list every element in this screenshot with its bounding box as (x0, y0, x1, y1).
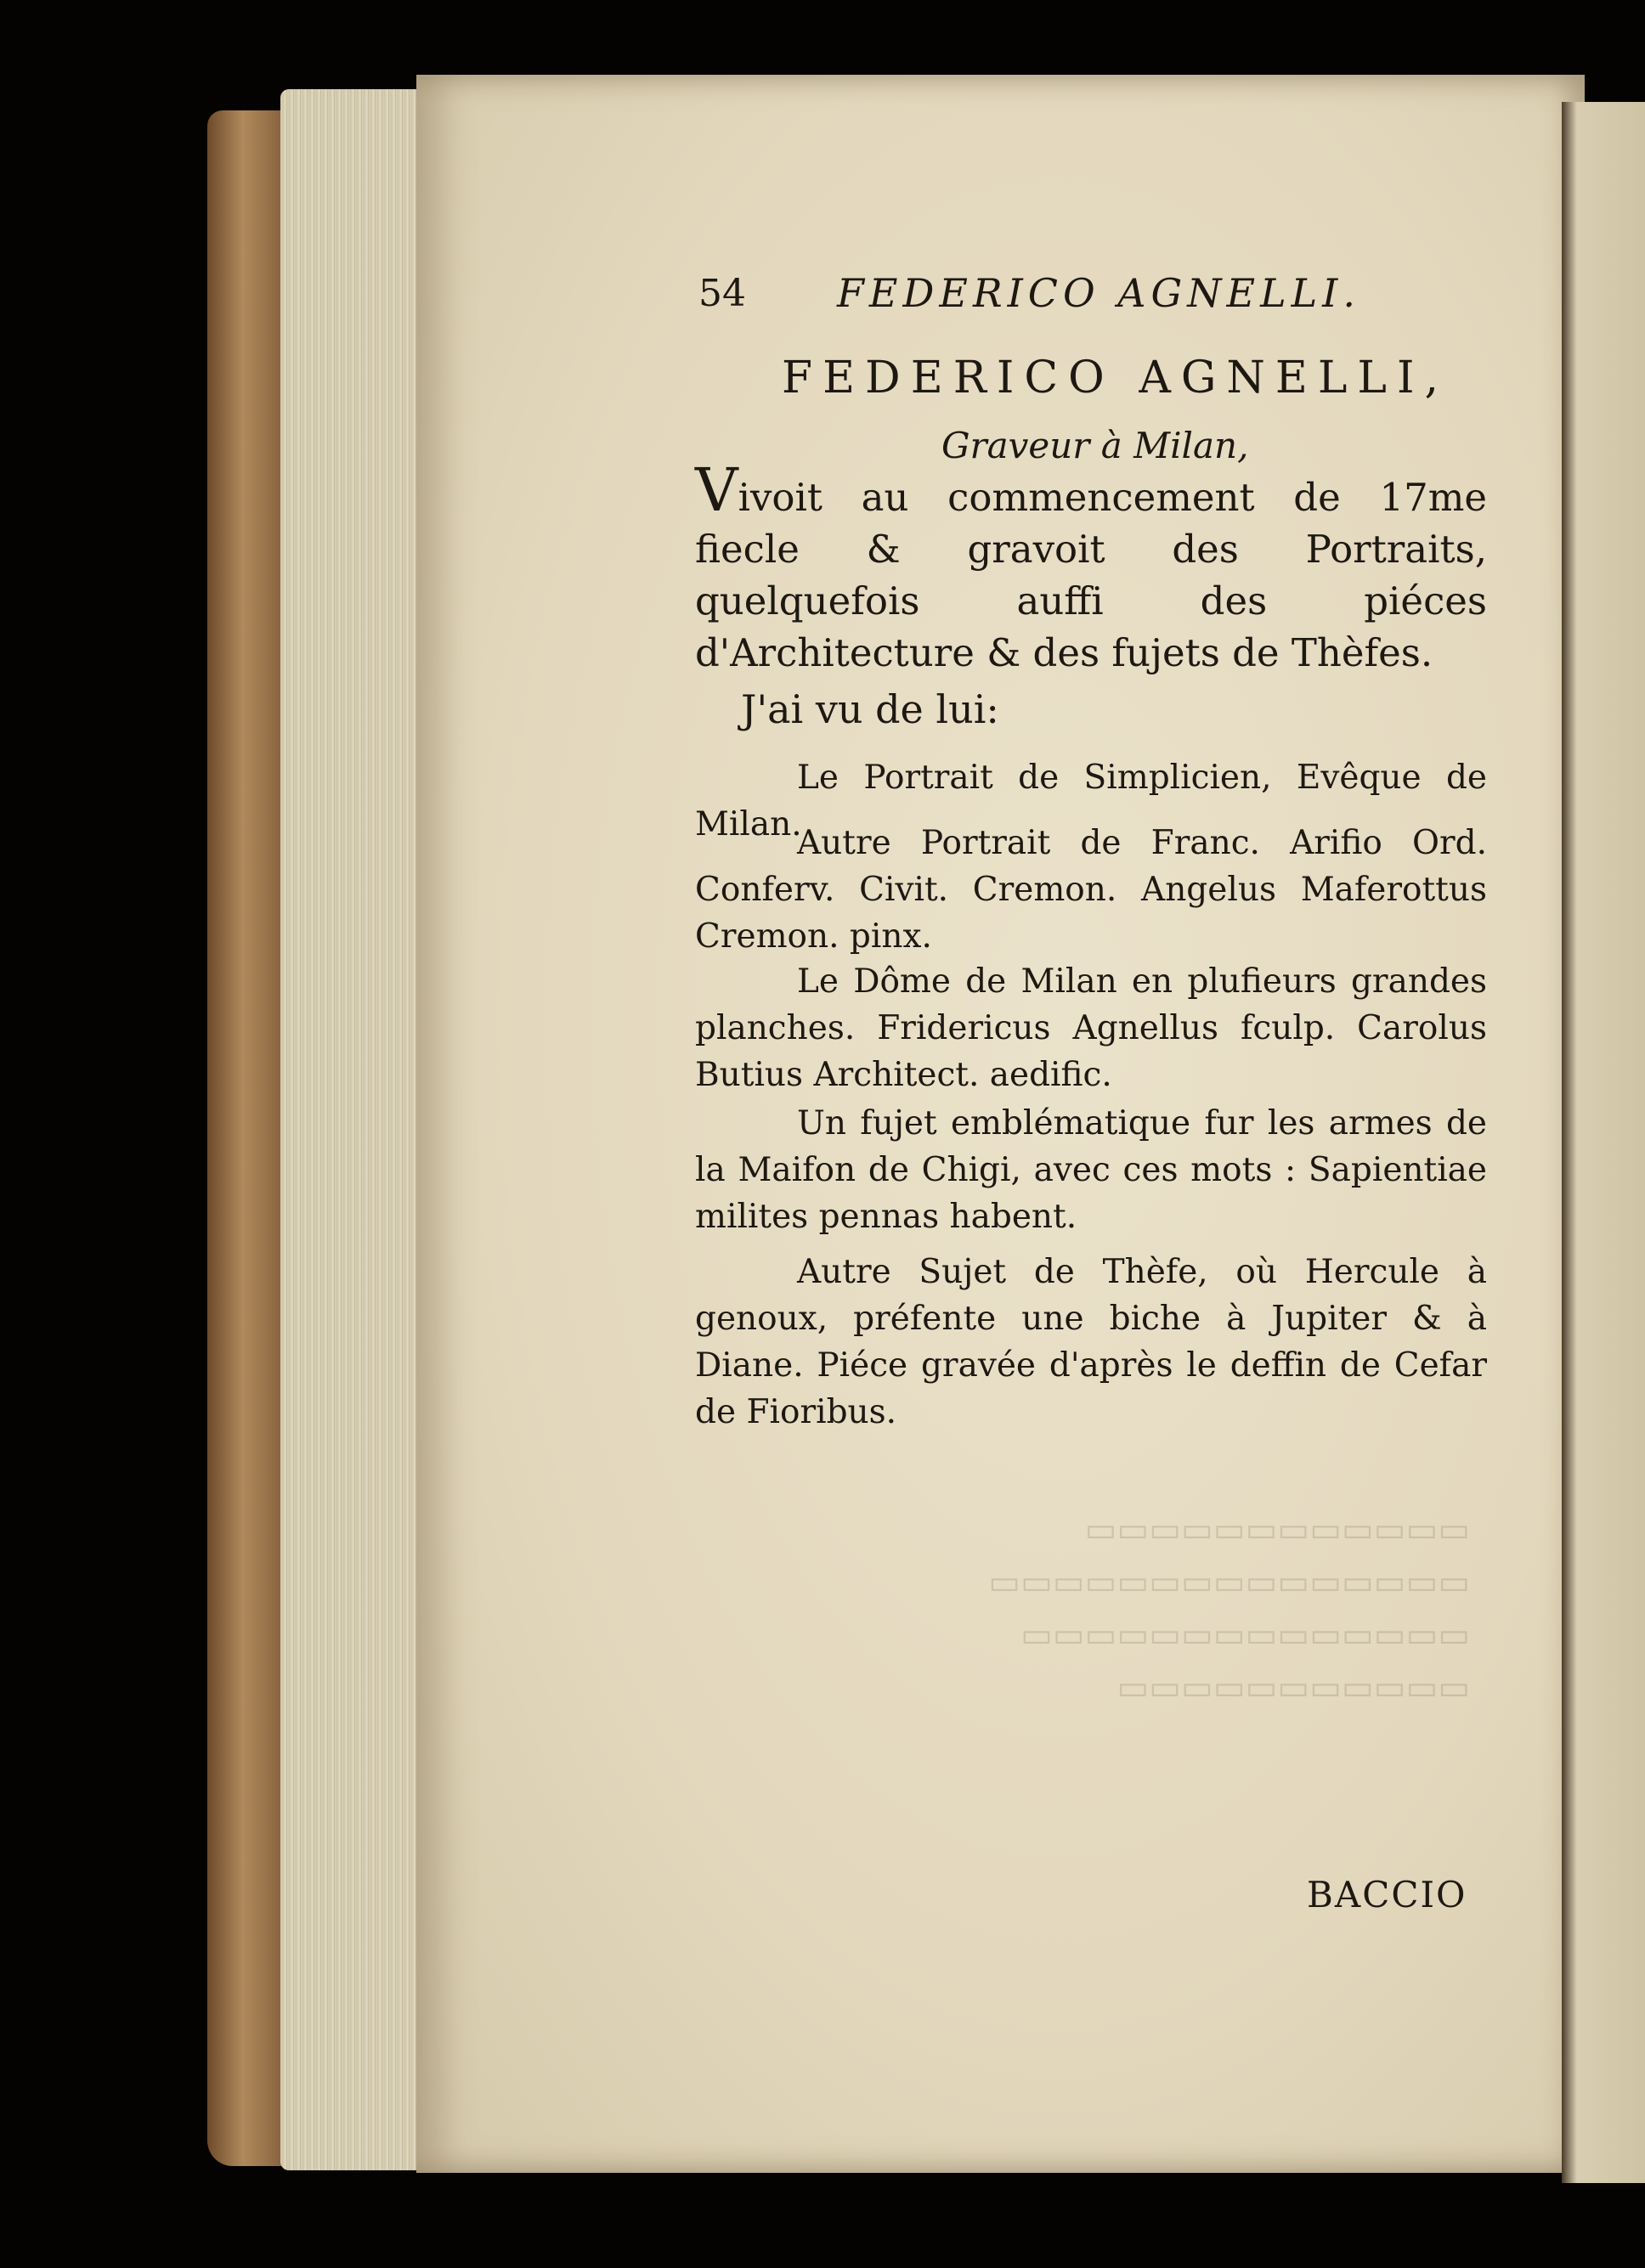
show-through-line: ▭▭▭▭▭▭▭▭▭▭▭ (1116, 1668, 1470, 1707)
entry-title: FEDERICO AGNELLI, (782, 353, 1450, 403)
show-through-line: ▭▭▭▭▭▭▭▭▭▭▭▭ (1084, 1510, 1470, 1549)
work-entry: Autre Portrait de Franc. Arifio Ord. Conferv. Civit. Cremon. Angelus Maferottus Cremon. pinx. (695, 824, 1487, 956)
catchword: BACCIO (1307, 1874, 1467, 1915)
work-entry: Autre Sujet de Thèfe, où Hercule à genoux, préfente une biche à Jupiter & à Diane. Piéce gravée d'après le deffin de Cefar de Fioribus. (695, 1253, 1487, 1431)
works-heading: J'ai vu de lui: (741, 686, 999, 732)
page-number: 54 (698, 272, 746, 315)
work-entry: Le Portrait de Simplicien, Evêque de Milan. (695, 759, 1487, 843)
show-through-text (790, 1504, 1470, 1826)
work-entry: Un fujet emblématique fur les armes de la Maifon de Chigi, avec ces mots : Sapientiae milites pennas habent. (695, 1104, 1487, 1236)
show-through-line: ▭▭▭▭▭▭▭▭▭▭▭▭▭▭ (1020, 1616, 1470, 1655)
drop-cap: V (695, 455, 738, 525)
show-through-line: ▭▭▭▭▭▭▭▭▭▭▭▭▭▭▭ (988, 1563, 1470, 1602)
entry-subtitle: Graveur à Milan, (941, 425, 1249, 466)
intro-paragraph (695, 455, 1487, 679)
page-stack-edges (280, 89, 433, 2170)
work-entry: Le Dôme de Milan en plufieurs grandes planches. Fridericus Agnellus fculp. Carolus Butius Architect. aedific. (695, 962, 1487, 1094)
running-head: FEDERICO AGNELLI. (837, 270, 1360, 316)
facing-page-edge (1562, 102, 1645, 2183)
intro-text: ivoit au commencement de 17me fiecle & gravoit des Portraits, quelquefois auffi des piéces d'Architecture & des fujets de Thèfes. (695, 475, 1487, 675)
